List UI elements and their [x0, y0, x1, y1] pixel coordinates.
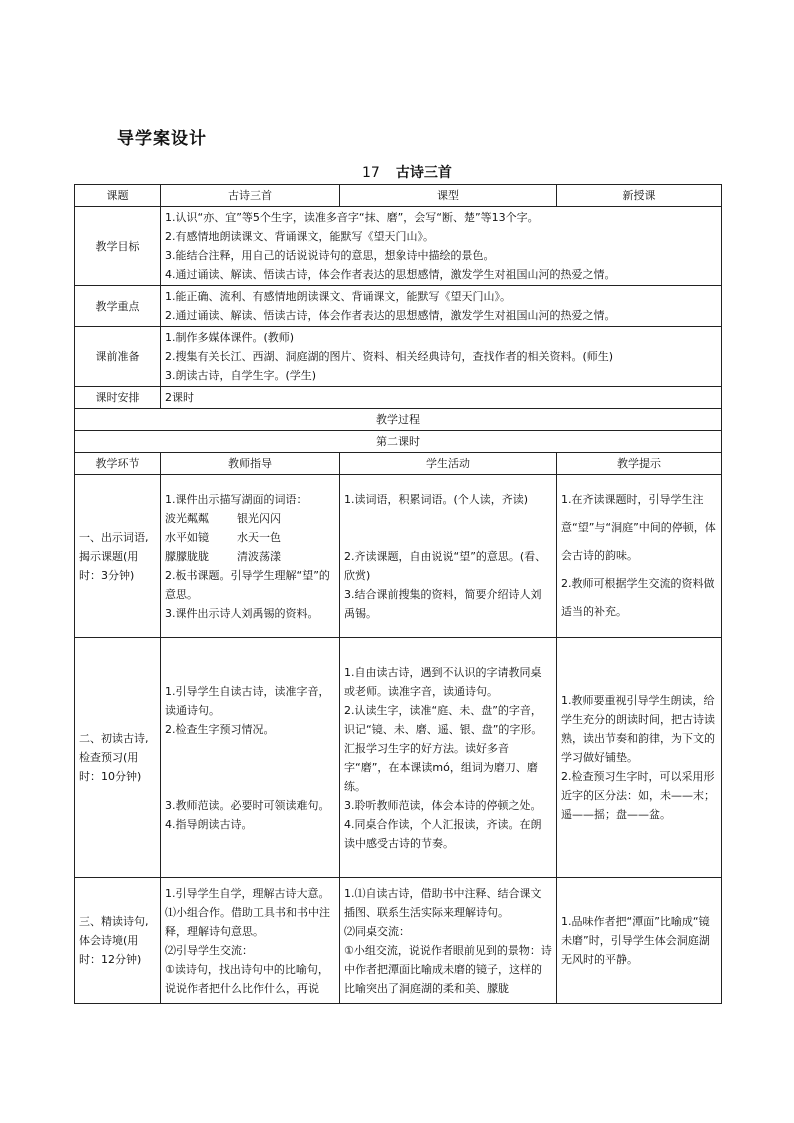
goal-item: 2.有感情地朗读课文、背诵课文，能默写《望天门山》。: [165, 230, 434, 243]
tip-item: 1.在齐读课题时，引导学生注意“望”与“洞庭”中间的停顿，体会古诗的韵味。: [561, 493, 716, 562]
lesson-name: 古诗三首: [395, 165, 452, 181]
schedule-row: [75, 387, 722, 409]
teacher-step: 1.引导学生自读古诗，读准字音，读通诗句。: [165, 684, 330, 717]
student-step: 3.聆听教师范读，体会本诗的停顿之处。: [344, 798, 542, 812]
teacher-guidance: [161, 475, 340, 638]
prep-content: [161, 327, 722, 387]
col-head-stage: 教学环节: [75, 453, 161, 475]
process-title-row: [75, 409, 722, 431]
lesson-number: 17: [362, 165, 380, 181]
key-label: 教学重点: [75, 286, 161, 327]
teacher-guidance: [161, 878, 340, 1004]
col-head-student: 学生活动: [340, 453, 557, 475]
teacher-step: 1.课件出示描写湖面的词语：: [165, 492, 308, 506]
teaching-tips: [557, 475, 722, 638]
teacher-guidance: [161, 638, 340, 878]
key-item: 1.能正确、流利、有感情地朗读课文、背诵课文，能默写《望天门山》。: [165, 290, 511, 303]
key-item: 2.通过诵读、解读、悟读古诗，体会作者表达的思想感情，激发学生对祖国山河的热爱之情。: [165, 309, 616, 322]
teacher-step: 2.检查生字预习情况。: [165, 722, 275, 736]
student-step: 1.⑴自读古诗，借助书中注释、结合课文插图、联系生活实际来理解诗句。: [344, 886, 542, 919]
tip-item: 2.教师可根据学生交流的资料做适当的补充。: [561, 577, 715, 618]
stage-row: [75, 638, 722, 878]
teacher-step: ⑵引导学生交流：: [165, 943, 253, 957]
word: 清波荡漾: [237, 549, 281, 563]
schedule-label: 课时安排: [75, 387, 161, 409]
col-head-tips: 教学提示: [557, 453, 722, 475]
teacher-step: 4.指导朗读古诗。: [165, 817, 253, 831]
word-pair: [165, 528, 335, 547]
key-content: [161, 286, 722, 327]
stage-row: [75, 475, 722, 638]
word: 水天一色: [237, 530, 281, 544]
process-title: 教学过程: [75, 409, 722, 431]
goals-label: 教学目标: [75, 207, 161, 286]
teacher-step: 3.教师范读。必要时可领读难句。: [165, 798, 330, 812]
word: 波光粼粼: [165, 511, 209, 525]
type-label: 课型: [340, 185, 557, 207]
teacher-step: 1.引导学生自学，理解古诗大意。: [165, 886, 330, 900]
student-step: 1.自由读古诗，遇到不认识的字请教同桌或老师。读准字音，读通诗句。: [344, 665, 542, 698]
lesson-title: [362, 162, 452, 182]
page-heading: 导学案设计: [117, 129, 207, 149]
key-row: [75, 286, 722, 327]
course-label: 课题: [75, 185, 161, 207]
word: 朦朦胧胧: [165, 549, 209, 563]
goal-item: 3.能结合注释，用自己的话说说诗句的意思，想象诗中描绘的景色。: [165, 249, 495, 262]
student-activity: [340, 638, 557, 878]
student-activity: [340, 878, 557, 1004]
student-activity: [340, 475, 557, 638]
course-value: 古诗三首: [161, 185, 340, 207]
teacher-step: ①读诗句，找出诗句中的比喻句，说说作者把什么比作什么，再说: [165, 962, 329, 995]
prep-item: 3.朗读古诗，自学生字。(学生): [165, 369, 317, 382]
schedule-value: 2课时: [161, 387, 722, 409]
course-row: [75, 185, 722, 207]
goal-item: 1.认识“亦、宜”等5个生字，读准多音字“抹、磨”，会写“断、楚”等13个字。: [165, 211, 539, 224]
stage-name: 一、出示词语,揭示课题(用时：3分钟): [75, 475, 161, 638]
student-step: 2.齐读课题，自由说说“望”的意思。(看、欣赏): [344, 549, 547, 582]
stage-name: 二、初读古诗,检查预习(用时：10分钟): [75, 638, 161, 878]
type-value: 新授课: [557, 185, 722, 207]
word: 银光闪闪: [237, 511, 281, 525]
prep-item: 2.搜集有关长江、西湖、洞庭湖的图片、资料、相关经典诗句，查找作者的相关资料。(师生): [165, 350, 614, 363]
teacher-step: 3.课件出示诗人刘禹锡的资料。: [165, 606, 319, 620]
tip-item: 1.品味作者把“潭面”比喻成“镜未磨”时，引导学生体会洞庭湖无风时的平静。: [561, 915, 710, 966]
goals-row: [75, 207, 722, 286]
prep-row: [75, 327, 722, 387]
teaching-tips: [557, 878, 722, 1004]
word: 水平如镜: [165, 530, 209, 544]
prep-label: 课前准备: [75, 327, 161, 387]
goals-content: [161, 207, 722, 286]
teacher-step: 2.板书课题。引导学生理解“望”的意思。: [165, 568, 330, 601]
stage-name: 三、精读诗句,体会诗境(用时：12分钟): [75, 878, 161, 1004]
tip-item: 2.检查预习生字时，可以采用形近字的区分法：如，未——末；遥——摇；盘——盆。: [561, 770, 715, 821]
goal-item: 4.通过诵读、解读、悟读古诗，体会作者表达的思想感情，激发学生对祖国山河的热爱之情。: [165, 268, 616, 281]
student-step: 4.同桌合作读，个人汇报读，齐读。在朗读中感受古诗的节奏。: [344, 817, 542, 850]
student-step: 3.结合课前搜集的资料，简要介绍诗人刘禹锡。: [344, 587, 542, 620]
student-step: ①小组交流，说说作者眼前见到的景物：诗中作者把潭面比喻成未磨的镜子，这样的比喻突出了洞庭湖的柔和美、朦胧: [344, 943, 552, 995]
lesson-title-row: [75, 431, 722, 453]
student-step: ⑵同桌交流：: [344, 924, 410, 938]
lesson-plan-table: [74, 184, 722, 1004]
second-lesson-title: 第二课时: [75, 431, 722, 453]
tip-item: 1.教师要重视引导学生朗读，给学生充分的朗读时间，把古诗读熟，读出节奏和韵律，为下文的学习做好铺垫。: [561, 694, 715, 764]
col-head-teacher: 教师指导: [161, 453, 340, 475]
column-header-row: [75, 453, 722, 475]
teacher-step: ⑴小组合作。借助工具书和书中注释，理解诗句意思。: [165, 905, 330, 938]
word-pair: [165, 547, 335, 566]
word-pair: [165, 509, 335, 528]
stage-row: [75, 878, 722, 1004]
student-step: 2.认读生字，读准“庭、未、盘”的字音，识记“镜、未、磨、遥、银、盘”的字形。汇报学习生字的好方法。读好多音字“磨”，在本课读mó，组词为磨刀、磨练。: [344, 703, 543, 793]
teaching-tips: [557, 638, 722, 878]
student-step: 1.读词语，积累词语。(个人读，齐读): [344, 492, 529, 506]
prep-item: 1.制作多媒体课件。(教师): [165, 331, 295, 344]
